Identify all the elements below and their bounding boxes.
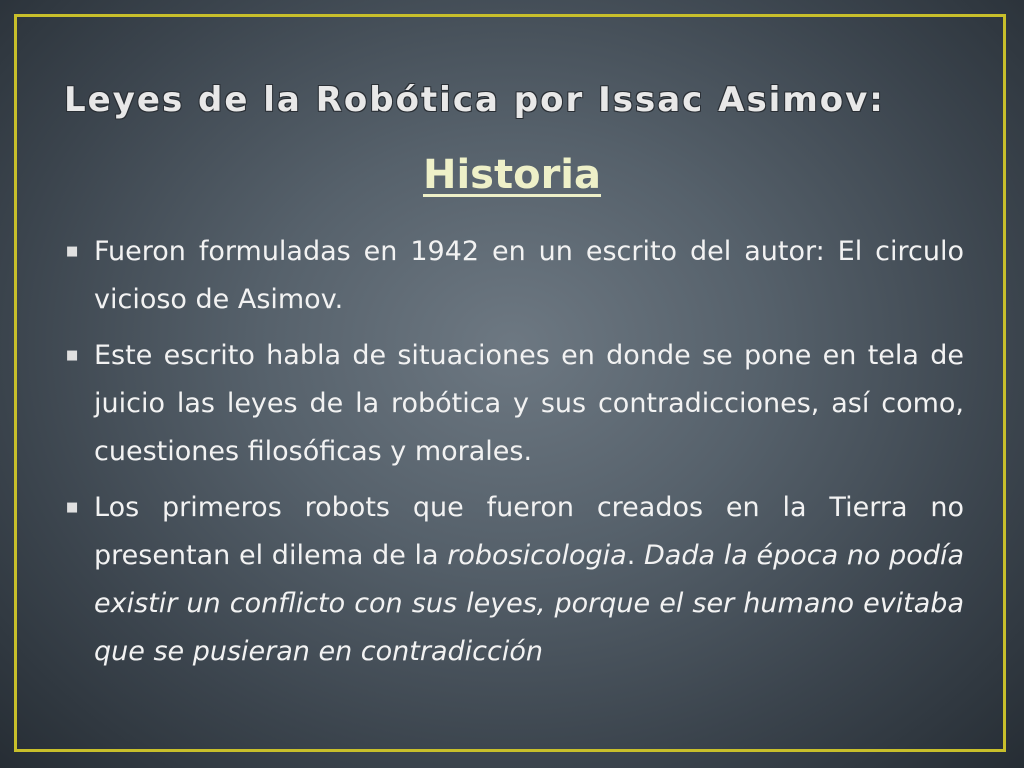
slide-title: Leyes de la Robótica por Issac Asimov: bbox=[64, 80, 885, 120]
bullet-text: Los primeros robots que fueron creados en la Tierra no presentan el dilema de la bbox=[94, 492, 964, 571]
bullet-square-icon: ■ bbox=[66, 244, 79, 259]
bullet-square-icon: ■ bbox=[66, 348, 79, 363]
bullet-text-italic-term: robosicologia bbox=[447, 540, 627, 571]
bullet-square-icon: ■ bbox=[66, 500, 79, 515]
bullet-text-italic: Dada la época no podía existir un conflicto con sus leyes, porque el ser humano evitaba que se pusieran en contradicción bbox=[94, 540, 964, 667]
bullet-text-separator: . bbox=[626, 540, 644, 571]
slide-subtitle: Historia bbox=[422, 152, 602, 198]
bullet-text: Este escrito habla de situaciones en donde se pone en tela de juicio las leyes de la robótica y sus contradicciones, así como, cuestiones filosóficas y morales. bbox=[94, 340, 964, 467]
bullet-item-2 bbox=[62, 332, 964, 476]
bullet-item-3 bbox=[62, 484, 964, 676]
bullet-text: Fueron formuladas en 1942 en un escrito del autor: El circulo vicioso de Asimov. bbox=[94, 236, 964, 315]
bullet-list bbox=[62, 228, 964, 684]
bullet-item-1 bbox=[62, 228, 964, 324]
